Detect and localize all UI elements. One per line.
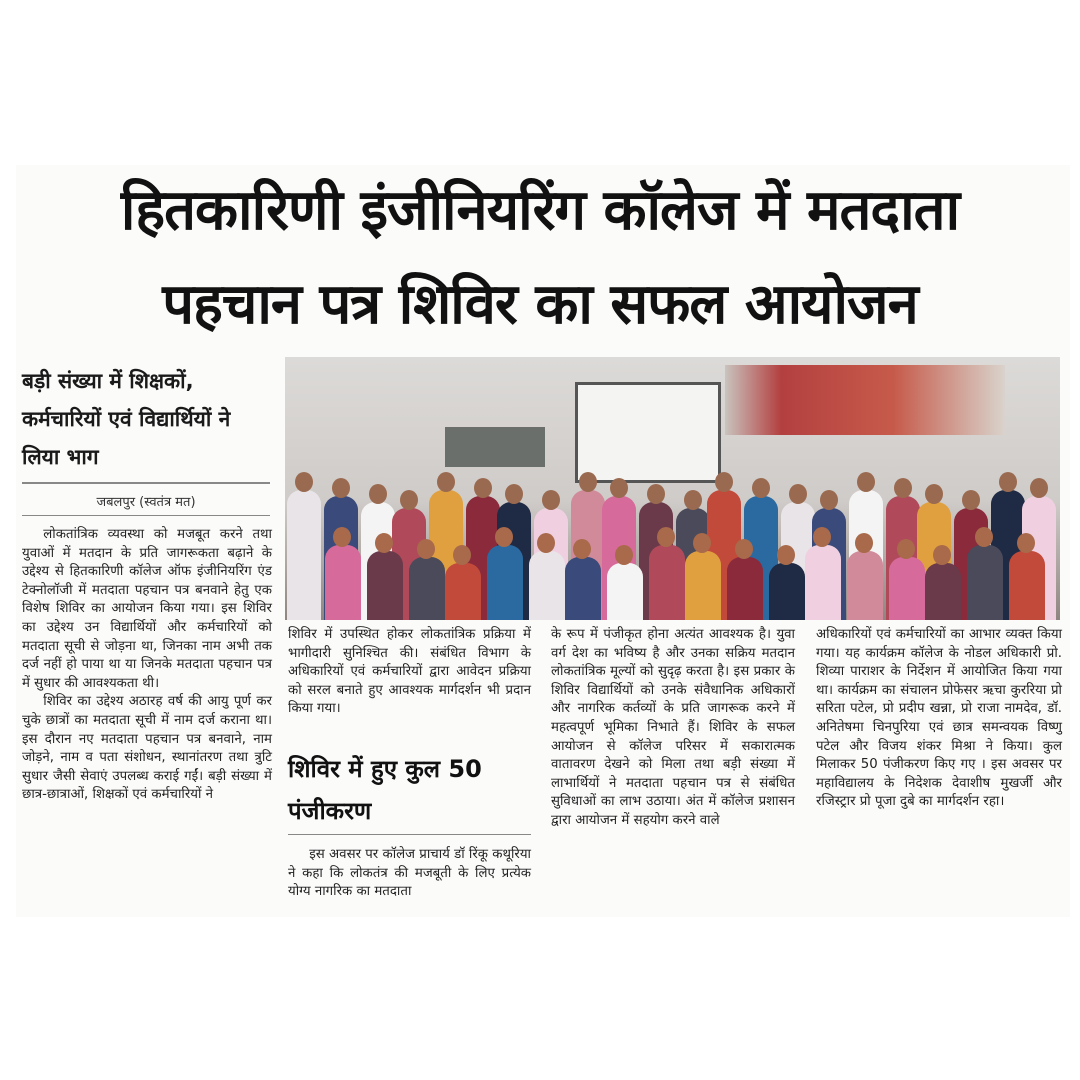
person xyxy=(565,557,601,620)
person-head xyxy=(925,484,943,504)
person xyxy=(805,545,841,620)
person xyxy=(487,545,523,620)
divider xyxy=(22,515,270,516)
person-head xyxy=(332,478,350,498)
person-head xyxy=(505,484,523,504)
person-head xyxy=(295,472,313,492)
person-head xyxy=(933,545,951,565)
person-head xyxy=(735,539,753,559)
person-head xyxy=(857,472,875,492)
article-column-3 xyxy=(551,626,795,831)
paragraph: अधिकारियों एवं कर्मचारियों का आभार व्यक्त किया गया। यह कार्यक्रम कॉलेज के नोडल अधिकारी प्रो. शिव्या पाराशर के निर्देशन में आयोजित किया गया था। कार्यक्रम का संचालन प्रोफेसर ऋचा कुररिया प्रो सरिता पटेल, प्रो प्रदीप खन्ना, प्रो राजा नामदेव, डॉ. अनितेषमा चिनपुरिया एवं छात्र समन्वयक विष्णु पटेल और विजय शंकर मिश्रा ने किया। कुल मिलाकर 50 पंजीकरण किए गए । इस अवसर पर महाविद्यालय के निदेशक देवाशीष मुखर्जी और रजिस्ट्रार प्रो पूजा दुबे का मार्गदर्शन रहा। xyxy=(816,627,1062,810)
person xyxy=(409,557,445,620)
person-head xyxy=(813,527,831,547)
person-head xyxy=(684,490,702,510)
person-head xyxy=(855,533,873,553)
person-head xyxy=(647,484,665,504)
paragraph: इस अवसर पर कॉलेज प्राचार्य डॉ रिंकू कथूरिया ने कहा कि लोकतंत्र की मजबूती के लिए प्रत्येक योग्य नागरिक का मतदाता xyxy=(288,847,531,900)
person-head xyxy=(1030,478,1048,498)
group-photo xyxy=(285,357,1060,620)
person xyxy=(287,490,321,620)
person-head xyxy=(1017,533,1035,553)
person xyxy=(649,545,685,620)
person-head xyxy=(999,472,1017,492)
article-column-2 xyxy=(288,626,531,719)
person xyxy=(607,563,643,620)
article-column-4 xyxy=(816,626,1062,812)
person-head xyxy=(657,527,675,547)
person-head xyxy=(789,484,807,504)
person-head xyxy=(375,533,393,553)
divider xyxy=(22,482,270,484)
dateline: जबलपुर (स्वतंत्र मत) xyxy=(96,495,196,510)
person-head xyxy=(975,527,993,547)
person-head xyxy=(693,533,711,553)
person-head xyxy=(369,484,387,504)
paragraph: लोकतांत्रिक व्यवस्था को मजबूत करने तथा युवाओं में मतदान के प्रति जागरूकता बढ़ाने के उद्देश्य से हितकारिणी कॉलेज ऑफ इंजीनियरिंग एंड टेक्नोलॉजी में मतदाता पहचान पत्र बनवाने हेतु एक विशेष शिविर का आयोजन किया गया। इस शिविर का उद्देश्य उन विद्यार्थियों और कर्मचारियों को मतदाता सूची से जोड़ना था, जिनका नाम अभी तक दर्ज नहीं हो पाया था या जिनके मतदाता पहचान पत्र में सुधार की आवश्यकता थी। xyxy=(22,527,272,691)
headline-line-2: पहचान पत्र शिविर का सफल आयोजन xyxy=(162,272,918,337)
person-head xyxy=(962,490,980,510)
person-head xyxy=(453,545,471,565)
person xyxy=(769,563,805,620)
person-head xyxy=(579,472,597,492)
person xyxy=(1009,551,1045,620)
person xyxy=(727,557,763,620)
article-column-2-lower xyxy=(288,846,531,902)
person-head xyxy=(897,539,915,559)
person-head xyxy=(417,539,435,559)
person-head xyxy=(752,478,770,498)
person-head xyxy=(474,478,492,498)
person xyxy=(925,563,961,620)
person-head xyxy=(333,527,351,547)
person-head xyxy=(400,490,418,510)
headline-line-1: हितकारिणी इंजीनियरिंग कॉलेज में मतदाता xyxy=(120,178,960,243)
divider xyxy=(288,834,531,835)
person xyxy=(685,551,721,620)
paragraph: के रूप में पंजीकृत होना अत्यंत आवश्यक है। युवा वर्ग देश का भविष्य है और उनका सक्रिय मतदान लोकतांत्रिक मूल्यों को सुदृढ़ करता है। इस प्रकार के शिविर विद्यार्थियों को उनके संवैधानिक अधिकारों और नागरिक कर्तव्यों के प्रति जागरूक करने में महत्वपूर्ण भूमिका निभाते हैं। शिविर के सफल आयोजन से कॉलेज परिसर में सकारात्मक वातावरण देखने को मिला तथा बड़ी संख्या में लाभार्थियों ने मतदाता पहचान पत्र से संबंधित सुविधाओं का लाभ उठाया। अंत में कॉलेज प्रशासन द्वारा आयोजन में सहयोग करने वाले xyxy=(551,627,795,828)
person xyxy=(325,545,361,620)
section-heading: शिविर में हुए कुल 50 पंजीकरण xyxy=(288,755,482,825)
person-head xyxy=(542,490,560,510)
person-head xyxy=(820,490,838,510)
paragraph: शिविर में उपस्थित होकर लोकतांत्रिक प्रक्रिया में भागीदारी सुनिश्चित की। संबंधित विभाग के अधिकारियों एवं कर्मचारियों द्वारा आवेदन प्रक्रिया को सरल बनाते हुए आवश्यक मार्गदर्शन भी प्रदान किया गया। xyxy=(288,627,531,717)
person-head xyxy=(615,545,633,565)
person xyxy=(367,551,403,620)
person-head xyxy=(537,533,555,553)
person-head xyxy=(573,539,591,559)
person-head xyxy=(495,527,513,547)
person-head xyxy=(715,472,733,492)
person-head xyxy=(610,478,628,498)
person xyxy=(967,545,1003,620)
subheadline: बड़ी संख्या में शिक्षकों, कर्मचारियों एवं विद्यार्थियों ने लिया भाग xyxy=(22,369,231,469)
article-column-1 xyxy=(22,526,272,805)
crowd-of-people xyxy=(285,450,1060,620)
paragraph: शिविर का उद्देश्य अठारह वर्ष की आयु पूर्ण कर चुके छात्रों का मतदाता सूची में नाम दर्ज कराना था। इस दौरान नए मतदाता पहचान पत्र बनवाने, नाम जोड़ने, नाम व पता संशोधन, स्थानांतरण तथा त्रुटि सुधार जैसी सेवाएं उपलब्ध कराई गईं। बड़ी संख्या में छात्र-छात्राओं, शिक्षकों एवं कर्मचारियों ने xyxy=(22,694,272,803)
person-head xyxy=(437,472,455,492)
college-building-banner xyxy=(725,365,1005,435)
person xyxy=(889,557,925,620)
person-head xyxy=(777,545,795,565)
person xyxy=(529,551,565,620)
person xyxy=(847,551,883,620)
person xyxy=(445,563,481,620)
person-head xyxy=(894,478,912,498)
